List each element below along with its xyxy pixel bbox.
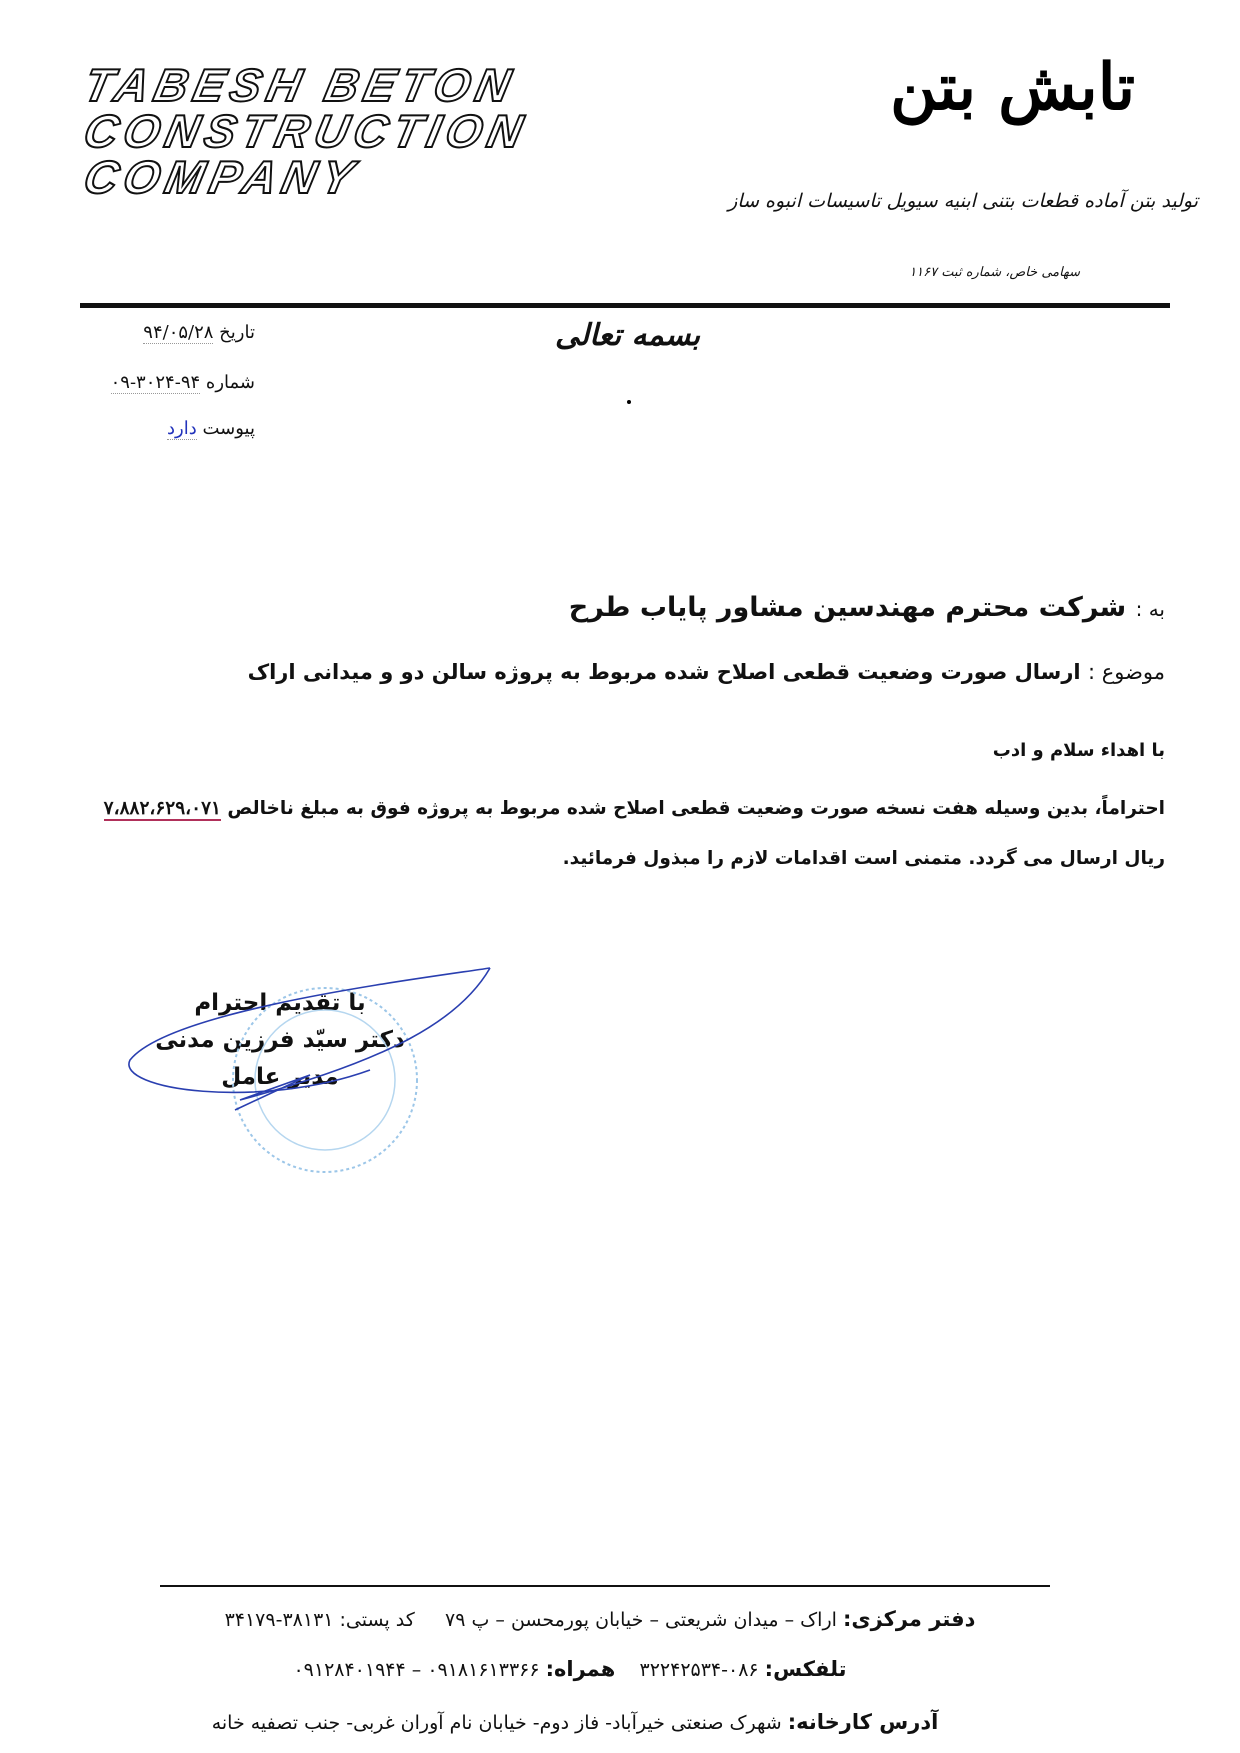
factory-label: آدرس کارخانه: — [787, 1710, 939, 1734]
attachment-value: دارد — [167, 418, 197, 439]
body-paragraph-line-2: ریال ارسال می گردد. متمنی است اقدامات لازم را مبذول فرمائید. — [562, 848, 1165, 869]
number-label: شماره — [205, 372, 255, 393]
number-value: ۹۴-۳۰۲۴-۰۹ — [110, 372, 201, 393]
amount-value: ۷،۸۸۲،۶۲۹،۰۷۱ — [103, 798, 221, 819]
signature-stamp-icon — [110, 950, 510, 1180]
telfax-label: تلفکس: — [764, 1657, 847, 1681]
logo-line: CONSTRUCTION — [79, 105, 534, 157]
subject-line — [248, 660, 1165, 684]
logo-line: TABESH BETON — [79, 59, 522, 111]
office-address: اراک – میدان شریعتی – خیابان پورمحسن – پ ۷۹ — [445, 1609, 837, 1631]
body-paragraph-line-1 — [75, 798, 1165, 819]
factory-address: شهرک صنعتی خیرآباد- فاز دوم- خیابان نام آوران غربی- جنب تصفیه خانه — [211, 1712, 782, 1734]
persian-company-logo: تابش بتن — [890, 50, 1135, 125]
logo-line: COMPANY — [79, 151, 365, 203]
postal-code: ۳۸۱۳۱-۳۴۱۷۹ — [224, 1609, 334, 1631]
mobile-numbers: ۰۹۱۸۱۶۱۳۳۶۶ – ۰۹۱۲۸۴۰۱۹۴۴ — [293, 1659, 540, 1681]
subject-label: موضوع : — [1087, 660, 1165, 684]
signer-name: دکتر سیّد فرزین مدنی — [155, 1027, 405, 1053]
header-divider — [80, 303, 1170, 308]
footer-divider — [160, 1585, 1050, 1587]
company-tagline: تولید بتن آماده قطعات بتنی ابنیه سیویل تاسیسات انبوه ساز — [728, 190, 1198, 212]
registration-number: سهامی خاص، شماره ثبت ۱۱۶۷ — [909, 265, 1080, 280]
number-field — [95, 372, 255, 393]
date-field — [95, 322, 255, 343]
date-label: تاریخ — [219, 322, 255, 343]
dot-mark — [627, 400, 631, 404]
mobile-label: همراه: — [545, 1657, 616, 1681]
subject-text: ارسال صورت وضعیت قطعی اصلاح شده مربوط به پروژه سالن دو و میدانی اراک — [247, 660, 1081, 684]
postal-label: کد پستی: — [339, 1609, 415, 1631]
date-value: ۹۴/۰۵/۲۸ — [143, 322, 214, 343]
recipient-label: به : — [1135, 597, 1165, 621]
phone-line — [160, 1657, 980, 1681]
attachment-field — [95, 418, 255, 439]
recipient-line — [569, 592, 1165, 623]
english-company-logo — [79, 59, 615, 203]
body-text: احتراماً، بدین وسیله هفت نسخه صورت وضعیت قطعی اصلاح شده مربوط به پروژه فوق به مبلغ ناخالص — [227, 798, 1165, 819]
invocation: بسمه تعالی — [555, 318, 701, 353]
telfax-number: ۰۸۶-۳۲۲۴۲۵۳۴ — [639, 1659, 759, 1681]
factory-address-line — [160, 1710, 990, 1734]
greeting: با اهداء سلام و ادب — [992, 740, 1165, 761]
office-label: دفتر مرکزی: — [842, 1607, 976, 1631]
signer-title: مدیر عامل — [221, 1064, 339, 1090]
attachment-label: پیوست — [202, 418, 255, 439]
recipient-name: شرکت محترم مهندسین مشاور پایاب طرح — [568, 592, 1127, 623]
office-address-line — [160, 1607, 1040, 1631]
closing: با تقدیم احترام — [194, 990, 366, 1016]
